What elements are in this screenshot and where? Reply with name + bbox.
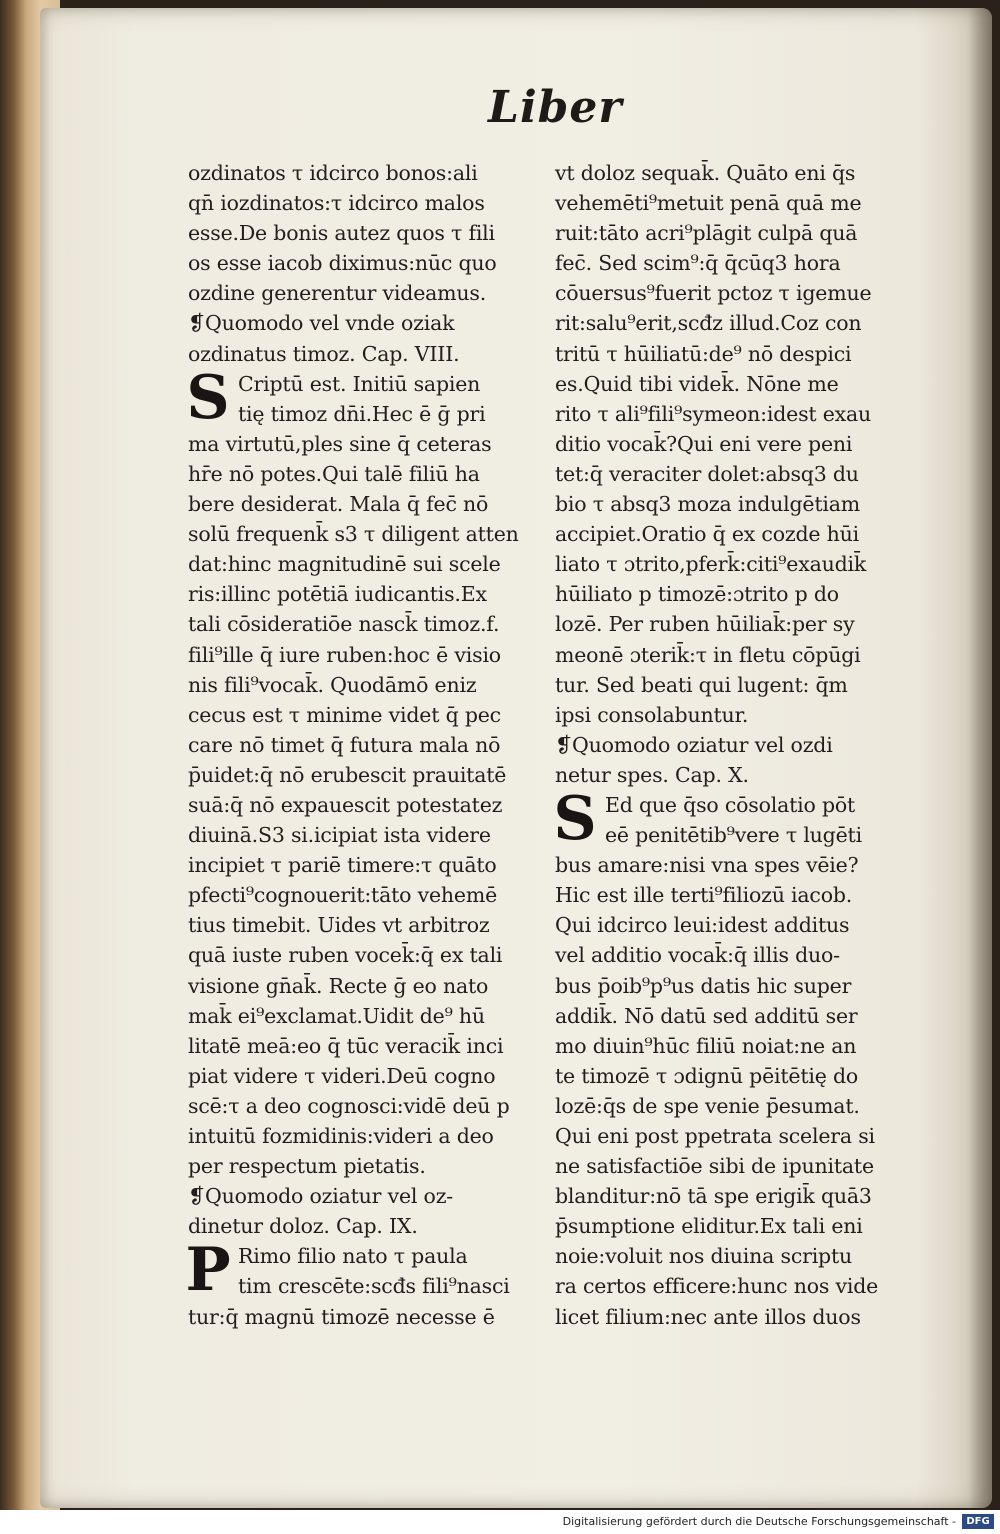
text-line: litatē meā:eo q̄ tūc veracik̄ inci <box>188 1033 504 1058</box>
chapter-opening <box>553 783 951 1332</box>
funding-credit: Digitalisierung gefördert durch die Deutsche Forschungsgemeinschaft - <box>562 1515 956 1528</box>
right-text-column <box>555 158 951 1332</box>
text-line: accipiet.Oratio q̄ ex cozde hūi <box>555 522 859 547</box>
text-line: pfecti⁹cognouerit:tāto vehemē <box>188 883 498 908</box>
text-line: per respectum pietatis. <box>188 1154 426 1179</box>
text-line: bio τ absq3 moza indulgētiam <box>555 492 861 517</box>
text-line: visione gn̄ak̄. Recte ḡ eo nato <box>188 973 489 998</box>
text-line: Hic est ille terti⁹filiozū iacob. <box>555 883 853 908</box>
text-line: diuinā.S3 si.icipiat ista videre <box>188 823 491 848</box>
text-line: tius timebit. Uides vt arbitroz <box>188 913 490 938</box>
text-line: qn̄ iozdinatos:τ idcirco malos <box>188 191 485 216</box>
text-line: tet:q̄ veraciter dolet:absq3 du <box>555 461 859 486</box>
text-line: eē penitētib⁹vere τ lugēti <box>605 823 862 848</box>
text-line: Ed que q̄so cōsolatio pōt <box>605 792 856 817</box>
text-line: incipiet τ pariē timere:τ quāto <box>188 853 497 878</box>
text-line: te timozē τ ɔdignū pēitētię do <box>555 1063 859 1088</box>
text-line: fili⁹ille q̄ iure ruben:hoc ē visio <box>188 642 501 667</box>
text-line: licet filium:nec ante illos duos <box>555 1304 861 1329</box>
drop-initial: S <box>553 783 597 854</box>
text-line: noie:voluit nos diuina scriptu <box>555 1244 853 1269</box>
text-line: rit:salu⁹erit,scđz illud.Coz con <box>555 311 862 336</box>
text-line: care nō timet q̄ futura mala nō <box>188 732 501 757</box>
text-line: ozdine generentur videamus. <box>188 281 487 306</box>
text-line: ❡Quomodo vel vnde oziak <box>188 311 455 336</box>
text-line: liato τ ɔtrito,pferk̄:citi⁹exaudik̄ <box>555 552 867 577</box>
text-line: bus amare:nisi vna spes vēie? <box>555 853 859 878</box>
text-line: ris:illinc potētiā iudicantis.Ex <box>188 582 487 607</box>
text-line: Rimo filio nato τ paula <box>238 1244 468 1269</box>
text-line: tim crescēte:scđs fili⁹nasci <box>238 1274 510 1299</box>
text-line: tali cōsideratiōe nasck̄ timoz.f. <box>188 612 500 637</box>
text-line: addik̄. Nō datū sed additū ser <box>555 1003 858 1028</box>
text-line: hr̄e nō potes.Qui talē filiū ha <box>188 461 480 486</box>
chapter-opening <box>185 1235 578 1331</box>
running-head: Liber <box>488 82 623 133</box>
chapter-opening <box>186 362 578 1182</box>
chapter-heading-line: ❡Quomodo oziatur vel oz- <box>188 1184 454 1209</box>
text-line: ma virtutū,ples sine q̄ ceteras <box>188 431 492 456</box>
text-line: Criptū est. Initiū sapien <box>238 371 481 396</box>
text-line: ipsi consolabuntur. <box>555 702 749 727</box>
text-line: lozē. Per ruben hūiliak̄:per sy <box>555 612 855 637</box>
dfg-logo: DFG <box>962 1514 994 1529</box>
gutter-shadow <box>968 8 992 1508</box>
text-line: ra certos efficere:hunc nos vide <box>555 1274 879 1299</box>
text-line: suā:q̄ nō expauescit potestatez <box>188 792 503 817</box>
drop-initial: S <box>186 362 230 433</box>
text-line: ozdinatos τ idcirco bonos:ali <box>188 161 478 185</box>
text-line: p̄uidet:q̄ nō erubescit prauitatē <box>188 762 507 787</box>
text-line: tritū τ hūiliatū:de⁹ nō despici <box>555 341 852 366</box>
text-line: mo diuin⁹hūc filiū noiat:ne an <box>555 1033 857 1058</box>
left-text-column <box>185 158 578 1332</box>
text-line: rito τ ali⁹fili⁹symeon:idest exau <box>555 401 872 426</box>
drop-initial: P <box>185 1235 231 1306</box>
text-line: bus p̄oib⁹p⁹us datis hic super <box>555 973 852 998</box>
text-line: meonē ɔterik̄:τ in fletu cōpūgi <box>555 642 861 667</box>
text-line: ruit:tāto acri⁹plāgit culpā quā <box>555 221 858 246</box>
text-line: cōuersus⁹fuerit pctoz τ igemue <box>555 281 872 306</box>
text-line: solū frequenk̄ s3 τ diligent atten <box>188 522 519 547</box>
text-line: dat:hinc magnitudinē sui scele <box>188 552 501 577</box>
text-line: ditio vocak̄?Qui eni vere peni <box>555 431 853 456</box>
text-line: Qui eni post ppetrata scelera si <box>555 1124 875 1148</box>
text-line: hūiliato p timozē:ɔtrito p do <box>555 582 839 607</box>
text-line: tur. Sed beati qui lugent: q̄m <box>555 672 848 697</box>
text-line: vt doloz sequak̄. Quāto eni q̄s <box>555 161 856 185</box>
text-line: ozdinatus timoz. Cap. VIII. <box>188 341 460 366</box>
text-line: mak̄ ei⁹exclamat.Uidit de⁹ hū <box>188 1003 485 1028</box>
chapter-heading-line: dinetur doloz. Cap. IX. <box>188 1214 418 1239</box>
text-line: tur:q̄ magnū timozē necesse ē <box>188 1304 495 1329</box>
text-line: ne satisfactiōe sibi de ipunitate <box>555 1154 874 1179</box>
chapter-heading-line: ❡Quomodo oziatur vel ozdi <box>555 732 833 757</box>
text-line: es.Quid tibi videk̄. Nōne me <box>555 371 839 396</box>
footer-bar <box>0 1510 1000 1534</box>
text-line: os esse iacob diximus:nūc quo <box>188 251 497 276</box>
text-line: blanditur:nō tā spe erigik̄ quā3 <box>555 1184 872 1209</box>
text-line: lozē:q̄s de spe venie p̄esumat. <box>555 1093 860 1118</box>
text-line: intuitū fozmidinis:videri a deo <box>188 1124 494 1148</box>
chapter-heading-line: netur spes. Cap. X. <box>555 762 749 787</box>
text-line: piat videre τ videri.Deū cogno <box>188 1063 496 1088</box>
text-line: vehemēti⁹metuit penā quā me <box>555 191 862 216</box>
text-line: bere desiderat. Mala q̄ fec̄ nō <box>188 492 489 517</box>
text-line: esse.De bonis autez quos τ fili <box>188 221 495 246</box>
text-line: Qui idcirco leui:idest additus <box>555 913 850 938</box>
text-line: quā iuste ruben vocek̄:q̄ ex tali <box>188 943 503 968</box>
text-line: nis fili⁹vocak̄. Quodāmō eniz <box>188 672 477 697</box>
text-line: p̄sumptione eliditur.Ex tali eni <box>555 1214 863 1239</box>
text-line: fec̄. Sed scim⁹:q̄ q̄cūq3 hora <box>555 251 841 276</box>
text-line: tię timoz dn̄i.Hec ē ḡ pri <box>238 401 486 426</box>
text-line: scē:τ a deo cognosci:vidē deū p <box>188 1093 510 1118</box>
text-line: cecus est τ minime videt q̄ pec <box>188 702 501 727</box>
text-line: vel additio vocak̄:q̄ illis duo- <box>555 943 840 968</box>
